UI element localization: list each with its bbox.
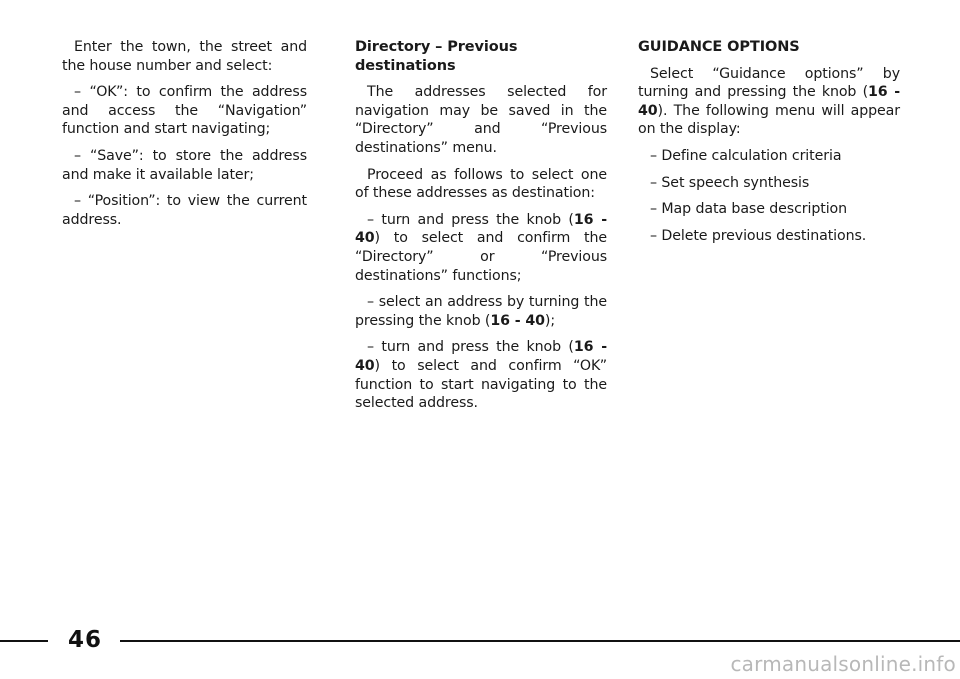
guidance-options-heading: GUIDANCE OPTIONS [638, 39, 800, 55]
directory-intro-paragraph: The addresses selected for navigation may be saved in the “Directory” and “Previous destinations” menu. [355, 84, 607, 156]
knob-reference: 16 - 40 [355, 211, 608, 247]
page-number: 46 [68, 627, 103, 653]
intro-paragraph: Enter the town, the street and the house number and select: [62, 39, 307, 74]
position-option-paragraph: – “Position”: to view the current address. [62, 193, 307, 228]
menu-option-item: – Define calculation criteria [650, 147, 842, 164]
save-option-paragraph: – “Save”: to store the address and make it available later; [62, 147, 307, 183]
step-text-after: ) to select and confirm “OK” function to start navigating to the selected address. [355, 357, 607, 412]
step-text-before: – turn and press the knob ( [367, 211, 574, 228]
watermark-text: carmanualsonline.info [730, 652, 956, 676]
knob-reference: 16 - 40 [638, 84, 901, 119]
guidance-intro-paragraph [638, 65, 900, 139]
menu-option-item: – Delete previous destinations. [650, 227, 867, 244]
knob-reference: 16 - 40 [490, 312, 545, 329]
menu-option-item: – Map data base description [650, 201, 848, 218]
step-confirm-ok-paragraph [355, 338, 607, 412]
step-text-after: ) to select and confirm the “Directory” or “Previous destinations” functions; [355, 230, 607, 284]
ok-option-paragraph: – “OK”: to confirm the address and access the “Navigation” function and start navigating; [62, 84, 307, 138]
step-select-address-paragraph [355, 293, 607, 330]
guidance-text-after: ). The following menu will appear on the display: [638, 102, 900, 138]
column-right [638, 38, 900, 253]
column-middle [355, 38, 607, 421]
column-left [62, 38, 307, 237]
footer-rule-left [0, 640, 48, 642]
step-text-after: ); [544, 312, 556, 329]
proceed-paragraph: Proceed as follows to select one of these addresses as destination: [355, 166, 607, 202]
knob-reference: 16 - 40 [355, 339, 608, 374]
step-text-before: – select an address by turning the pressing the knob ( [355, 294, 607, 329]
directory-heading: Directory – Previous destinations [355, 39, 518, 74]
step-turn-press-paragraph [355, 211, 607, 285]
menu-option-item: – Set speech synthesis [650, 174, 810, 191]
footer-rule-right [120, 640, 960, 642]
guidance-text-before: Select “Guidance options” by turning and pressing the knob ( [638, 65, 900, 101]
step-text-before: – turn and press the knob ( [367, 339, 574, 356]
